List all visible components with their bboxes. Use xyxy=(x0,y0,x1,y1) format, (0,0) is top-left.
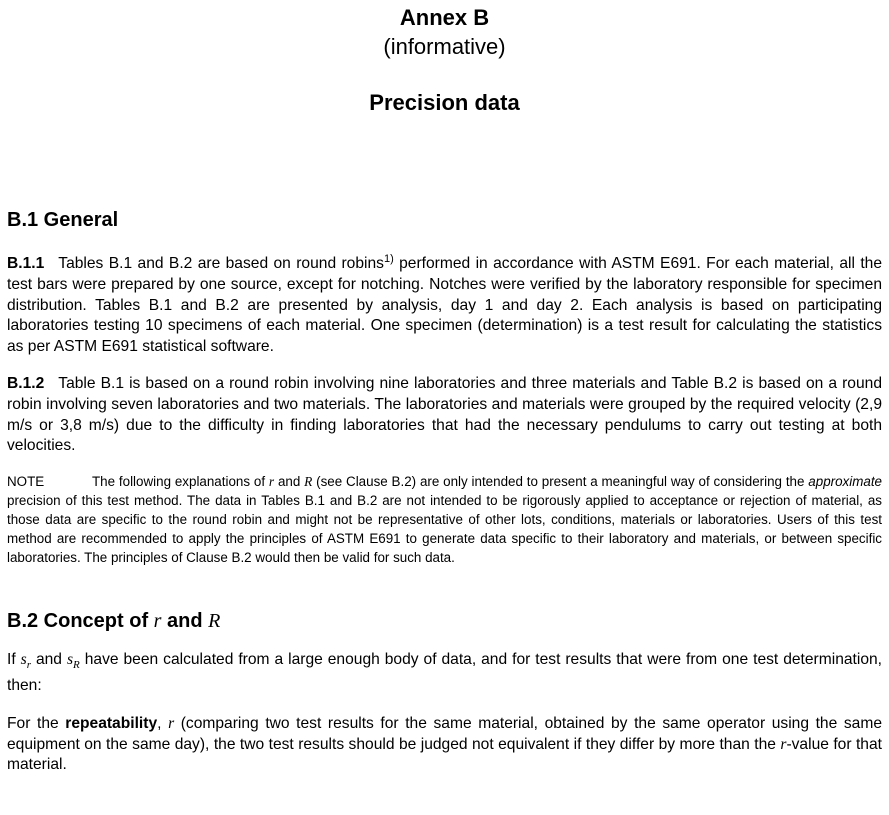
note-text: The following explanations of xyxy=(92,474,269,490)
page-title: Precision data xyxy=(369,90,520,115)
symbol-R: R xyxy=(304,474,313,490)
section-heading-b2 xyxy=(7,609,882,633)
note-emphasis: approximate xyxy=(808,474,882,490)
heading-text: and xyxy=(161,610,209,633)
annex-title: Annex B xyxy=(399,5,490,30)
symbol-r: r xyxy=(153,610,162,633)
clause-text-cont: performed in accordance with ASTM E691. For each material, all the test bars were prepared by one source, except for notching. Notches were verified by the laboratory responsible for specimen distribution. Tables B.1 and B.2 are presented by analysis, day 1 and day 2. Each analysis is based on participating laboratories testing 10 specimens of each material. One specimen (determination) is a test result for calculating the statistics as per ASTM E691 statistical software. xyxy=(7,255,882,356)
clause-b-1-1 xyxy=(7,249,882,358)
note-text: (see Clause B.2) are only intended to present a meaningful way of considering the xyxy=(312,474,809,490)
clause-b-2-para-2 xyxy=(7,714,882,776)
note-block xyxy=(7,472,882,567)
symbol-s: s xyxy=(20,651,27,669)
annex-type: (informative) xyxy=(383,34,506,59)
document-page xyxy=(7,0,882,776)
clause-text: Tables B.1 and B.2 are based on round robins xyxy=(58,255,384,272)
symbol-R: R xyxy=(208,610,221,633)
clause-number: B.1.2 xyxy=(7,374,45,392)
heading-text: B.2 Concept of xyxy=(7,610,154,633)
note-text: and xyxy=(274,474,305,490)
symbol-s: s xyxy=(66,651,74,669)
subscript-r: r xyxy=(26,659,31,672)
clause-number: B.1.1 xyxy=(7,255,45,272)
para-text: -value for that material. xyxy=(7,735,882,774)
symbol-r: r xyxy=(168,714,175,732)
clause-b-1-2 xyxy=(7,374,882,457)
para-text: If xyxy=(7,651,21,669)
term-repeatability: repeatability xyxy=(65,714,158,732)
subscript-R: R xyxy=(73,659,80,672)
clause-b-2-para-1 xyxy=(7,650,882,697)
clause-text: Table B.1 is based on a round robin involving nine laboratories and three materials and Table B.2 is based on a round robin involving seven laboratories and two materials. The laboratories and materials were grouped by the required velocity (2,9 m/s or 3,8 m/s) due to the difficulty in finding laboratories that had the necessary pendulums to carry out testing at both velocities. xyxy=(7,374,882,455)
para-text: , xyxy=(157,714,169,732)
annex-header xyxy=(7,5,882,116)
symbol-r: r xyxy=(268,474,275,490)
para-text: and xyxy=(31,651,67,669)
footnote-ref: 1) xyxy=(383,253,394,265)
para-text: (comparing two test results for the same material, obtained by the same operator using the same equipment on the same day), the two test results should be judged not equivalent if they differ by more than the xyxy=(7,714,882,753)
note-text: precision of this test method. The data in Tables B.1 and B.2 are not intended to be rigorously applied to acceptance or rejection of material, as those data are specific to the round robin and might not be representative of other lots, conditions, materials or laboratories. Users of this test method are recommended to apply the principles of ASTM E691 to generate data specific to their laboratory and materials, or between specific laboratories. The principles of Clause B.2 would then be valid for such data. xyxy=(7,493,882,566)
note-label: NOTE xyxy=(7,474,45,490)
para-text: For the xyxy=(7,714,66,732)
section-heading-b1: B.1 General xyxy=(7,209,119,231)
symbol-r: r xyxy=(780,735,787,753)
para-text: have been calculated from a large enough body of data, and for test results that were from one test determination, then: xyxy=(7,651,883,694)
